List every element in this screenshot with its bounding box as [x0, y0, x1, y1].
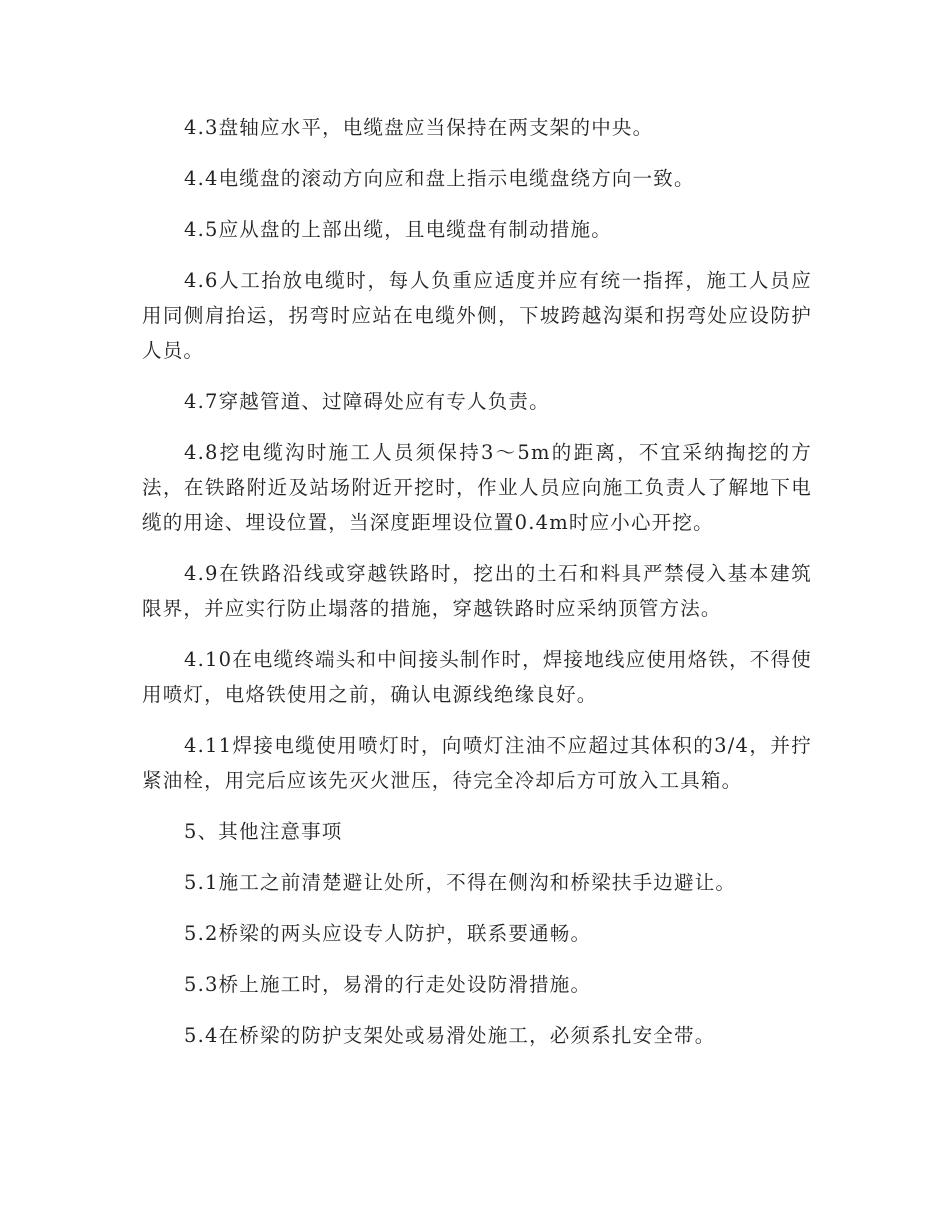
paragraph-4-11: 4.11焊接电缆使用喷灯时，向喷灯注油不应超过其体积的3/4，并拧紧油栓，用完后应该先灭火泄压，待完全冷却后方可放入工具箱。: [142, 734, 812, 792]
paragraph-5-3: 5.3桥上施工时，易滑的行走处设防滑措施。: [184, 973, 592, 996]
paragraph-4-8: 4.8挖电缆沟时施工人员须保持3～5m的距离，不宜采纳掏挖的方法，在铁路附近及站场附近开挖时，作业人员应向施工负责人了解地下电缆的用途、埋设位置，当深度距埋设位置0.4m时应小心开挖。: [142, 441, 812, 534]
paragraph-4-3: 4.3盘轴应水平，电缆盘应当保持在两支架的中央。: [184, 116, 654, 139]
paragraph-4-9: 4.9在铁路沿线或穿越铁路时，挖出的土石和料具严禁侵入基本建筑限界，并应实行防止塌落的措施，穿越铁路时应采纳顶管方法。: [142, 562, 812, 620]
paragraph-4-6: 4.6人工抬放电缆时，每人负重应适度并应有统一指挥，施工人员应用同侧肩抬运，拐弯时应站在电缆外侧，下坡跨越沟渠和拐弯处应设防护人员。: [142, 269, 812, 362]
document-body: [142, 110, 812, 1069]
paragraph-4-5: 4.5应从盘的上部出缆，且电缆盘有制动措施。: [184, 218, 612, 241]
paragraph-5-1: 5.1施工之前清楚避让处所，不得在侧沟和桥梁扶手边避让。: [184, 871, 737, 894]
paragraph-4-4: 4.4电缆盘的滚动方向应和盘上指示电缆盘绕方向一致。: [184, 167, 695, 190]
paragraph-5-2: 5.2桥梁的两头应设专人防护，联系要通畅。: [184, 922, 592, 945]
paragraph-4-10: 4.10在电缆终端头和中间接头制作时，焊接地线应使用烙铁，不得使用喷灯，电烙铁使用之前，确认电源线绝缘良好。: [142, 648, 812, 706]
paragraph-4-7: 4.7穿越管道、过障碍处应有专人负责。: [184, 390, 550, 413]
section-heading: 5、其他注意事项: [184, 820, 343, 843]
paragraph-5-4: 5.4在桥梁的防护支架处或易滑处施工，必须系扎安全带。: [184, 1024, 716, 1047]
